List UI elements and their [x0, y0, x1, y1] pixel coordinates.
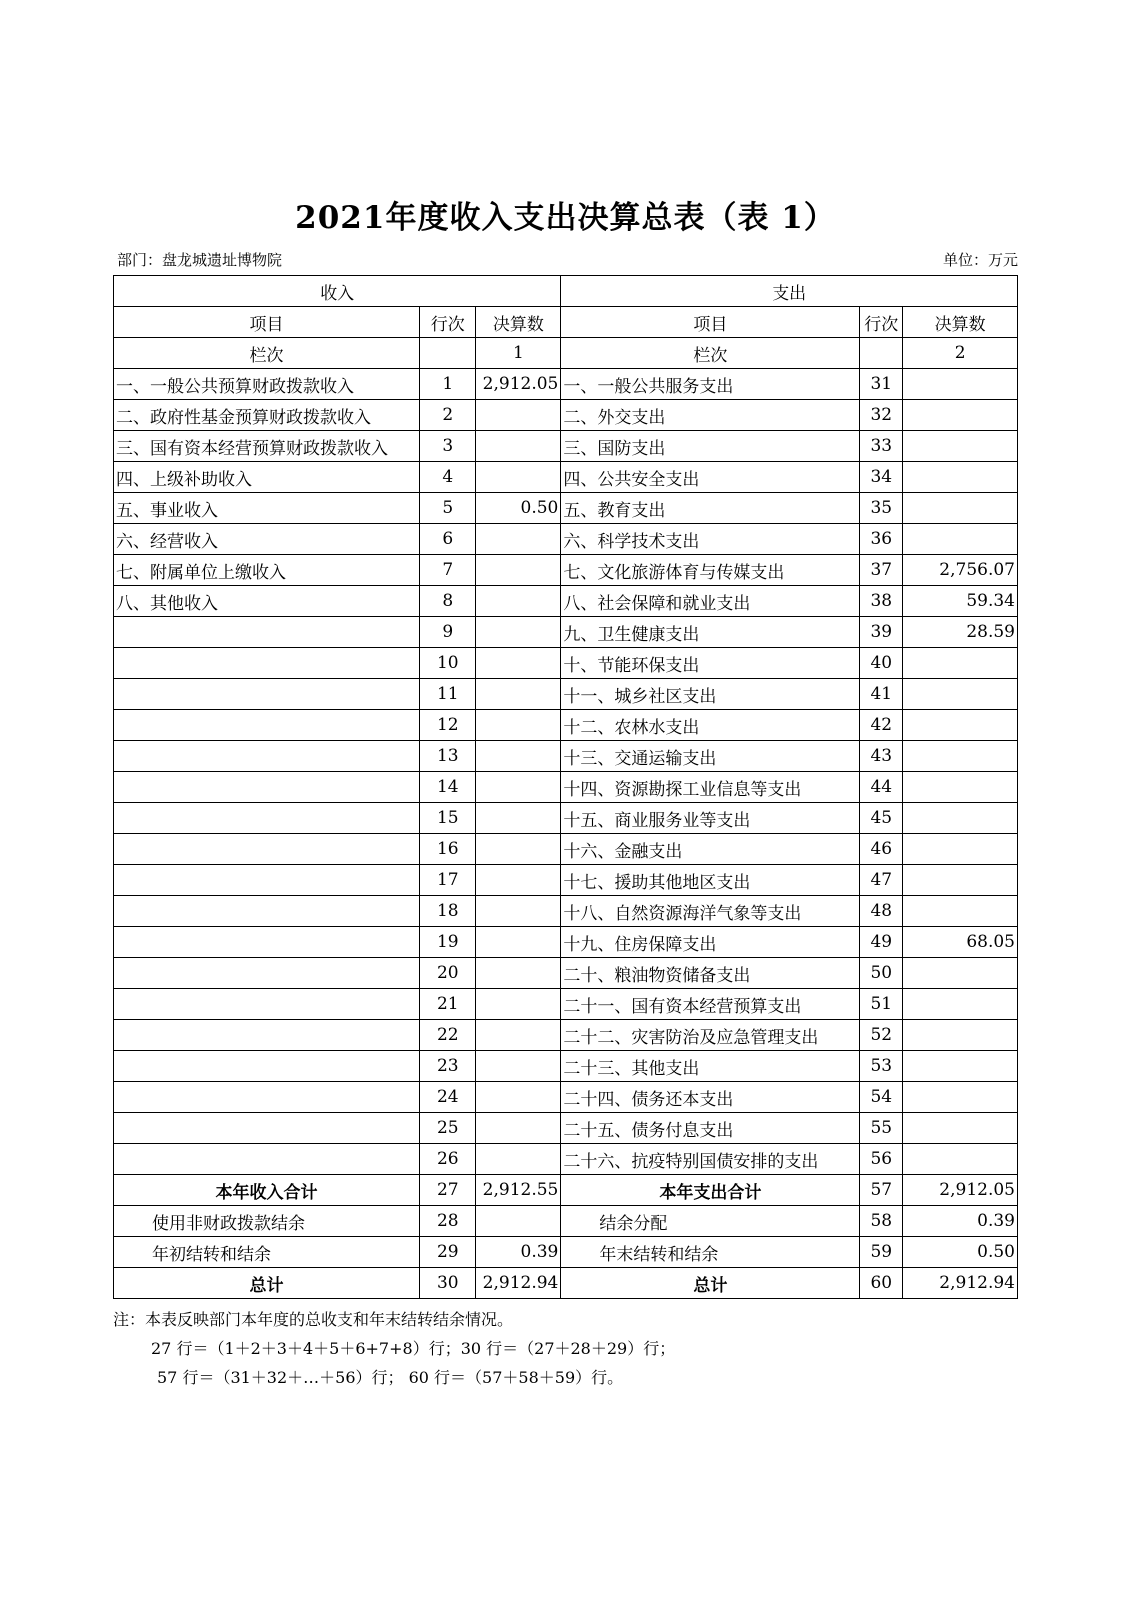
- expense-item: 二、外交支出: [561, 400, 860, 431]
- expense-amount: [903, 803, 1018, 834]
- income-rowno: 9: [420, 617, 476, 648]
- note-line-1: 注：本表反映部门本年度的总收支和年末结转结余情况。: [113, 1310, 514, 1329]
- income-amount: [476, 958, 561, 989]
- expense-amount: 59.34: [903, 586, 1018, 617]
- expense-rowno: 47: [860, 865, 903, 896]
- expense-item: 总计: [561, 1268, 860, 1299]
- expense-amount: 68.05: [903, 927, 1018, 958]
- income-amount: [476, 617, 561, 648]
- expense-item: 二十一、国有资本经营预算支出: [561, 989, 860, 1020]
- expense-rowno: 42: [860, 710, 903, 741]
- income-amount: [476, 1051, 561, 1082]
- expense-amount: 2,912.94: [903, 1268, 1018, 1299]
- expense-rowno: 57: [860, 1175, 903, 1206]
- expense-rowno: 39: [860, 617, 903, 648]
- expense-item: 三、国防支出: [561, 431, 860, 462]
- expense-item: 四、公共安全支出: [561, 462, 860, 493]
- income-amount: [476, 1020, 561, 1051]
- income-amount: [476, 865, 561, 896]
- expense-item: 十四、资源勘探工业信息等支出: [561, 772, 860, 803]
- table-row: [114, 1020, 1018, 1051]
- expense-amount: [903, 1051, 1018, 1082]
- income-rowno-header: 行次: [420, 307, 476, 338]
- income-item: [114, 741, 420, 772]
- income-amount: 0.39: [476, 1237, 561, 1268]
- table-row: [114, 524, 1018, 555]
- income-amount: [476, 400, 561, 431]
- income-rowno: 25: [420, 1113, 476, 1144]
- expense-amount: [903, 710, 1018, 741]
- expense-item: 十一、城乡社区支出: [561, 679, 860, 710]
- income-amount: [476, 772, 561, 803]
- unit-label: 单位：万元: [942, 251, 1018, 269]
- expense-rowno-header: 行次: [860, 307, 903, 338]
- income-item: [114, 989, 420, 1020]
- table-row: [114, 865, 1018, 896]
- expense-rowno: 49: [860, 927, 903, 958]
- expense-item: 十三、交通运输支出: [561, 741, 860, 772]
- table-row: [114, 1237, 1018, 1268]
- expense-rowno: 59: [860, 1237, 903, 1268]
- expense-amount: [903, 865, 1018, 896]
- table-row: [114, 989, 1018, 1020]
- income-rowno: 5: [420, 493, 476, 524]
- table-row: [114, 1144, 1018, 1175]
- income-rowno: 4: [420, 462, 476, 493]
- expense-amount: [903, 989, 1018, 1020]
- expense-rowno: 41: [860, 679, 903, 710]
- expense-rowno: 31: [860, 369, 903, 400]
- table-row: [114, 1206, 1018, 1237]
- expense-rowno: 45: [860, 803, 903, 834]
- expense-rowno: 44: [860, 772, 903, 803]
- table-row: [114, 741, 1018, 772]
- income-rowno: 13: [420, 741, 476, 772]
- expense-rowno: 48: [860, 896, 903, 927]
- income-amount: 0.50: [476, 493, 561, 524]
- expense-amount: [903, 896, 1018, 927]
- income-rowno: 20: [420, 958, 476, 989]
- expense-rowno: 60: [860, 1268, 903, 1299]
- income-item: 本年收入合计: [114, 1175, 420, 1206]
- expense-amount: [903, 431, 1018, 462]
- expense-amount: [903, 1144, 1018, 1175]
- income-item: 一、一般公共预算财政拨款收入: [114, 369, 420, 400]
- expense-item: 十五、商业服务业等支出: [561, 803, 860, 834]
- expense-item: 一、一般公共服务支出: [561, 369, 860, 400]
- income-rowno: 17: [420, 865, 476, 896]
- expense-rowno: 36: [860, 524, 903, 555]
- expense-item: 结余分配: [561, 1206, 860, 1237]
- income-amount: 2,912.05: [476, 369, 561, 400]
- expense-rowno: 43: [860, 741, 903, 772]
- expense-amount: 0.39: [903, 1206, 1018, 1237]
- expense-rowno: 46: [860, 834, 903, 865]
- income-item: [114, 958, 420, 989]
- expense-amount: [903, 648, 1018, 679]
- expense-rowno: 54: [860, 1082, 903, 1113]
- income-item: [114, 865, 420, 896]
- expense-item: 二十六、抗疫特别国债安排的支出: [561, 1144, 860, 1175]
- income-item: 总计: [114, 1268, 420, 1299]
- department-label: 部门：盘龙城遗址博物院: [117, 251, 283, 269]
- income-rowno: 6: [420, 524, 476, 555]
- expense-item: 九、卫生健康支出: [561, 617, 860, 648]
- income-amount: [476, 1144, 561, 1175]
- table-row: [114, 1268, 1018, 1299]
- table-row: [114, 679, 1018, 710]
- income-item: [114, 1020, 420, 1051]
- section-header-row: [114, 276, 1018, 307]
- income-expense-table: [113, 275, 1018, 1299]
- income-item-header: 项目: [114, 307, 420, 338]
- expense-item: 五、教育支出: [561, 493, 860, 524]
- income-item: [114, 834, 420, 865]
- income-rowno: 29: [420, 1237, 476, 1268]
- expense-amount: [903, 1020, 1018, 1051]
- table-row: [114, 1113, 1018, 1144]
- income-amount-header: 决算数: [476, 307, 561, 338]
- income-rowno: 16: [420, 834, 476, 865]
- table-row: [114, 369, 1018, 400]
- income-rowno: 8: [420, 586, 476, 617]
- table-row: [114, 586, 1018, 617]
- income-item: [114, 803, 420, 834]
- income-rowno: 12: [420, 710, 476, 741]
- income-amount: [476, 431, 561, 462]
- income-column-blank: [420, 338, 476, 369]
- income-column-label: 栏次: [114, 338, 420, 369]
- table-row: [114, 493, 1018, 524]
- income-amount: [476, 834, 561, 865]
- income-item: [114, 1113, 420, 1144]
- expense-item: 二十、粮油物资储备支出: [561, 958, 860, 989]
- expense-item: 十二、农林水支出: [561, 710, 860, 741]
- expense-item: 本年支出合计: [561, 1175, 860, 1206]
- expense-rowno: 52: [860, 1020, 903, 1051]
- expense-amount: [903, 958, 1018, 989]
- table-row: [114, 896, 1018, 927]
- income-item: 八、其他收入: [114, 586, 420, 617]
- expense-rowno: 56: [860, 1144, 903, 1175]
- income-item: 四、上级补助收入: [114, 462, 420, 493]
- income-rowno: 2: [420, 400, 476, 431]
- income-rowno: 23: [420, 1051, 476, 1082]
- income-item: [114, 772, 420, 803]
- income-rowno: 24: [420, 1082, 476, 1113]
- expense-column-blank: [860, 338, 903, 369]
- table-row: [114, 1051, 1018, 1082]
- table-row: [114, 710, 1018, 741]
- expense-item: 二十三、其他支出: [561, 1051, 860, 1082]
- expense-item: 六、科学技术支出: [561, 524, 860, 555]
- column-label-row: [114, 338, 1018, 369]
- income-amount: [476, 555, 561, 586]
- table-row: [114, 648, 1018, 679]
- income-item: 二、政府性基金预算财政拨款收入: [114, 400, 420, 431]
- column-header-row: [114, 307, 1018, 338]
- income-rowno: 3: [420, 431, 476, 462]
- income-item: 六、经营收入: [114, 524, 420, 555]
- expense-amount: 28.59: [903, 617, 1018, 648]
- expense-amount: [903, 1082, 1018, 1113]
- table-row: [114, 431, 1018, 462]
- expense-item: 二十五、债务付息支出: [561, 1113, 860, 1144]
- income-rowno: 22: [420, 1020, 476, 1051]
- income-item: [114, 927, 420, 958]
- table-row: [114, 834, 1018, 865]
- expense-item: 十八、自然资源海洋气象等支出: [561, 896, 860, 927]
- expense-rowno: 35: [860, 493, 903, 524]
- expense-rowno: 50: [860, 958, 903, 989]
- income-amount: [476, 989, 561, 1020]
- expense-amount: [903, 369, 1018, 400]
- table-row: [114, 958, 1018, 989]
- expense-item-header: 项目: [561, 307, 860, 338]
- income-amount: [476, 896, 561, 927]
- table-row: [114, 1082, 1018, 1113]
- income-amount: [476, 1206, 561, 1237]
- notes: [113, 1305, 675, 1392]
- income-rowno: 27: [420, 1175, 476, 1206]
- expense-amount: 2,756.07: [903, 555, 1018, 586]
- expense-item: 十九、住房保障支出: [561, 927, 860, 958]
- note-line-3: 57 行＝（31＋32＋…＋56）行； 60 行＝（57＋58＋59）行。: [157, 1368, 624, 1387]
- expense-rowno: 40: [860, 648, 903, 679]
- expense-amount: [903, 834, 1018, 865]
- income-rowno: 7: [420, 555, 476, 586]
- income-amount: [476, 524, 561, 555]
- income-amount: [476, 803, 561, 834]
- income-item: 三、国有资本经营预算财政拨款收入: [114, 431, 420, 462]
- expense-amount: [903, 493, 1018, 524]
- expense-rowno: 51: [860, 989, 903, 1020]
- income-amount: [476, 648, 561, 679]
- table-row: [114, 803, 1018, 834]
- expense-item: 十六、金融支出: [561, 834, 860, 865]
- expense-column-label: 栏次: [561, 338, 860, 369]
- income-amount: [476, 462, 561, 493]
- expense-rowno: 55: [860, 1113, 903, 1144]
- income-rowno: 1: [420, 369, 476, 400]
- income-rowno: 28: [420, 1206, 476, 1237]
- expense-amount: 0.50: [903, 1237, 1018, 1268]
- expense-amount: 2,912.05: [903, 1175, 1018, 1206]
- expense-rowno: 33: [860, 431, 903, 462]
- expense-rowno: 58: [860, 1206, 903, 1237]
- expense-amount: [903, 679, 1018, 710]
- income-rowno: 21: [420, 989, 476, 1020]
- income-item: [114, 617, 420, 648]
- income-amount: [476, 710, 561, 741]
- table-row: [114, 555, 1018, 586]
- expense-item: 二十二、灾害防治及应急管理支出: [561, 1020, 860, 1051]
- income-item: 七、附属单位上缴收入: [114, 555, 420, 586]
- expense-amount-header: 决算数: [903, 307, 1018, 338]
- expense-amount: [903, 772, 1018, 803]
- income-rowno: 19: [420, 927, 476, 958]
- income-item: 使用非财政拨款结余: [114, 1206, 420, 1237]
- expense-amount: [903, 741, 1018, 772]
- income-item: 年初结转和结余: [114, 1237, 420, 1268]
- income-rowno: 11: [420, 679, 476, 710]
- income-amount: [476, 927, 561, 958]
- income-amount: [476, 1082, 561, 1113]
- expense-rowno: 37: [860, 555, 903, 586]
- income-rowno: 14: [420, 772, 476, 803]
- expense-amount: [903, 462, 1018, 493]
- income-item: [114, 679, 420, 710]
- expense-header: 支出: [561, 276, 1018, 307]
- income-item: [114, 1144, 420, 1175]
- income-item: [114, 648, 420, 679]
- income-item: [114, 1082, 420, 1113]
- income-amount: [476, 679, 561, 710]
- income-rowno: 26: [420, 1144, 476, 1175]
- income-item: [114, 896, 420, 927]
- income-amount: [476, 1113, 561, 1144]
- expense-item: 二十四、债务还本支出: [561, 1082, 860, 1113]
- income-header: 收入: [114, 276, 561, 307]
- expense-item: 十七、援助其他地区支出: [561, 865, 860, 896]
- income-rowno: 30: [420, 1268, 476, 1299]
- expense-rowno: 38: [860, 586, 903, 617]
- expense-amount: [903, 400, 1018, 431]
- table-row: [114, 462, 1018, 493]
- income-rowno: 15: [420, 803, 476, 834]
- expense-rowno: 53: [860, 1051, 903, 1082]
- income-item: [114, 1051, 420, 1082]
- table-row: [114, 927, 1018, 958]
- note-line-2: 27 行＝（1＋2＋3＋4＋5＋6+7+8）行；30 行＝（27＋28＋29）行；: [151, 1339, 676, 1358]
- table-row: [114, 400, 1018, 431]
- table-row: [114, 617, 1018, 648]
- income-column-number: 1: [476, 338, 561, 369]
- expense-amount: [903, 1113, 1018, 1144]
- income-rowno: 18: [420, 896, 476, 927]
- income-item: [114, 710, 420, 741]
- expense-rowno: 34: [860, 462, 903, 493]
- expense-item: 八、社会保障和就业支出: [561, 586, 860, 617]
- expense-item: 十、节能环保支出: [561, 648, 860, 679]
- expense-amount: [903, 524, 1018, 555]
- expense-column-number: 2: [903, 338, 1018, 369]
- expense-rowno: 32: [860, 400, 903, 431]
- income-amount: [476, 586, 561, 617]
- page-title: 2021年度收入支出决算总表（表 1）: [295, 200, 836, 236]
- income-item: 五、事业收入: [114, 493, 420, 524]
- expense-item: 年末结转和结余: [561, 1237, 860, 1268]
- income-amount: 2,912.94: [476, 1268, 561, 1299]
- income-amount: 2,912.55: [476, 1175, 561, 1206]
- expense-item: 七、文化旅游体育与传媒支出: [561, 555, 860, 586]
- income-rowno: 10: [420, 648, 476, 679]
- table-row: [114, 772, 1018, 803]
- income-amount: [476, 741, 561, 772]
- table-row: [114, 1175, 1018, 1206]
